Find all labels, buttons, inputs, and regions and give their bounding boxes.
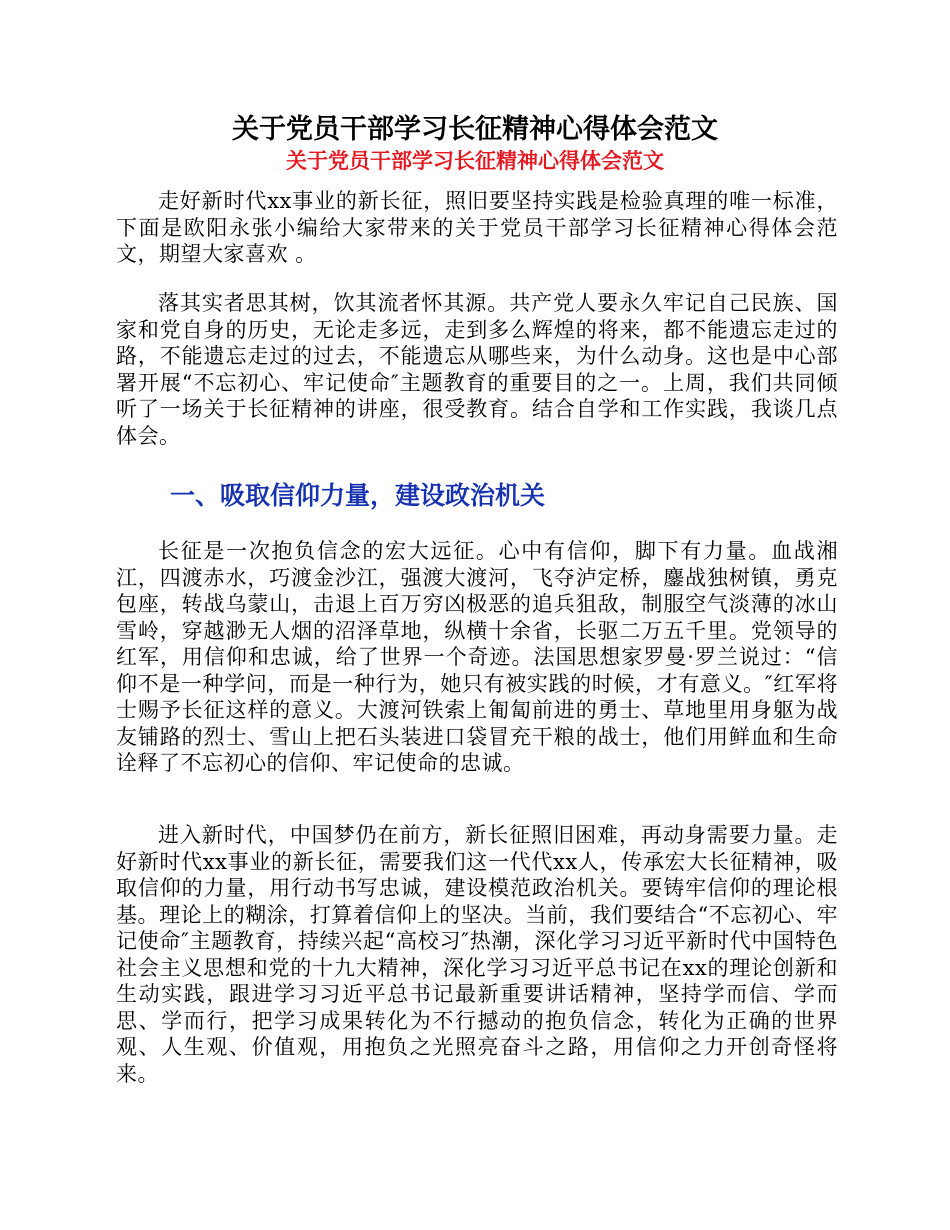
intro-paragraph: 走好新时代xx事业的新长征，照旧要坚持实践是检验真理的唯一标准，下面是欧阳永张小编给大家带来的关于党员干部学习长征精神心得体会范文，期望大家喜欢 。	[116, 189, 838, 266]
section-heading: 一、吸取信仰力量，建设政治机关	[170, 481, 546, 510]
document-subtitle: 关于党员干部学习长征精神心得体会范文	[286, 149, 664, 173]
document-title: 关于党员干部学习长征精神心得体会范文	[232, 114, 718, 145]
section-paragraph: 长征是一次抱负信念的宏大远征。心中有信仰，脚下有力量。血战湘江，四渡赤水，巧渡金沙江，强渡大渡河，飞夺泸定桥，鏖战独树镇，勇克包座，转战乌蒙山，击退上百万穷凶极恶的追兵狙敌，制服空气淡薄的冰山雪岭，穿越渺无人烟的沼泽草地，纵横十余省，长驱二万五千里。党领导的红军，用信仰和忠诚，给了世界一个奇迹。法国思想家罗曼·罗兰说过：“信仰不是一种学问，而是一种行为，她只有被实践的时候，才有意义。″红军将士赐予长征这样的意义。大渡河铁索上匍匐前进的勇士、草地里用身躯为战友铺路的烈士、雪山上把石头装进口袋冒充干粮的战士，他们用鲜血和生命诠释了不忘初心的信仰、牢记使命的忠诚。	[116, 539, 838, 775]
body-paragraph: 落其实者思其树，饮其流者怀其源。共产党人要永久牢记自己民族、国家和党自身的历史，无论走多远，走到多么辉煌的将来，都不能遗忘走过的路，不能遗忘走过的过去，不能遗忘从哪些来，为什么动身。这也是中心部署开展“不忘初心、牢记使命″主题教育的重要目的之一。上周，我们共同倾听了一场关于长征精神的讲座，很受教育。结合自学和工作实践，我谈几点体会。	[116, 291, 838, 448]
section-paragraph: 进入新时代，中国梦仍在前方，新长征照旧困难，再动身需要力量。走好新时代xx事业的新长征，需要我们这一代代xx人，传承宏大长征精神，吸取信仰的力量，用行动书写忠诚，建设模范政治机关。要铸牢信仰的理论根基。理论上的糊涂，打算着信仰上的坚决。当前，我们要结合“不忘初心、牢记使命″主题教育，持续兴起“高校习″热潮，深化学习习近平新时代中国特色社会主义思想和党的十九大精神，深化学习习近平总书记在xx的理论创新和生动实践，跟进学习习近平总书记最新重要讲话精神，坚持学而信、学而思、学而行，把学习成果转化为不行撼动的抱负信念，转化为正确的世界观、人生观、价值观，用抱负之光照亮奋斗之路，用信仰之力开创奇怪将来。	[116, 823, 838, 1086]
